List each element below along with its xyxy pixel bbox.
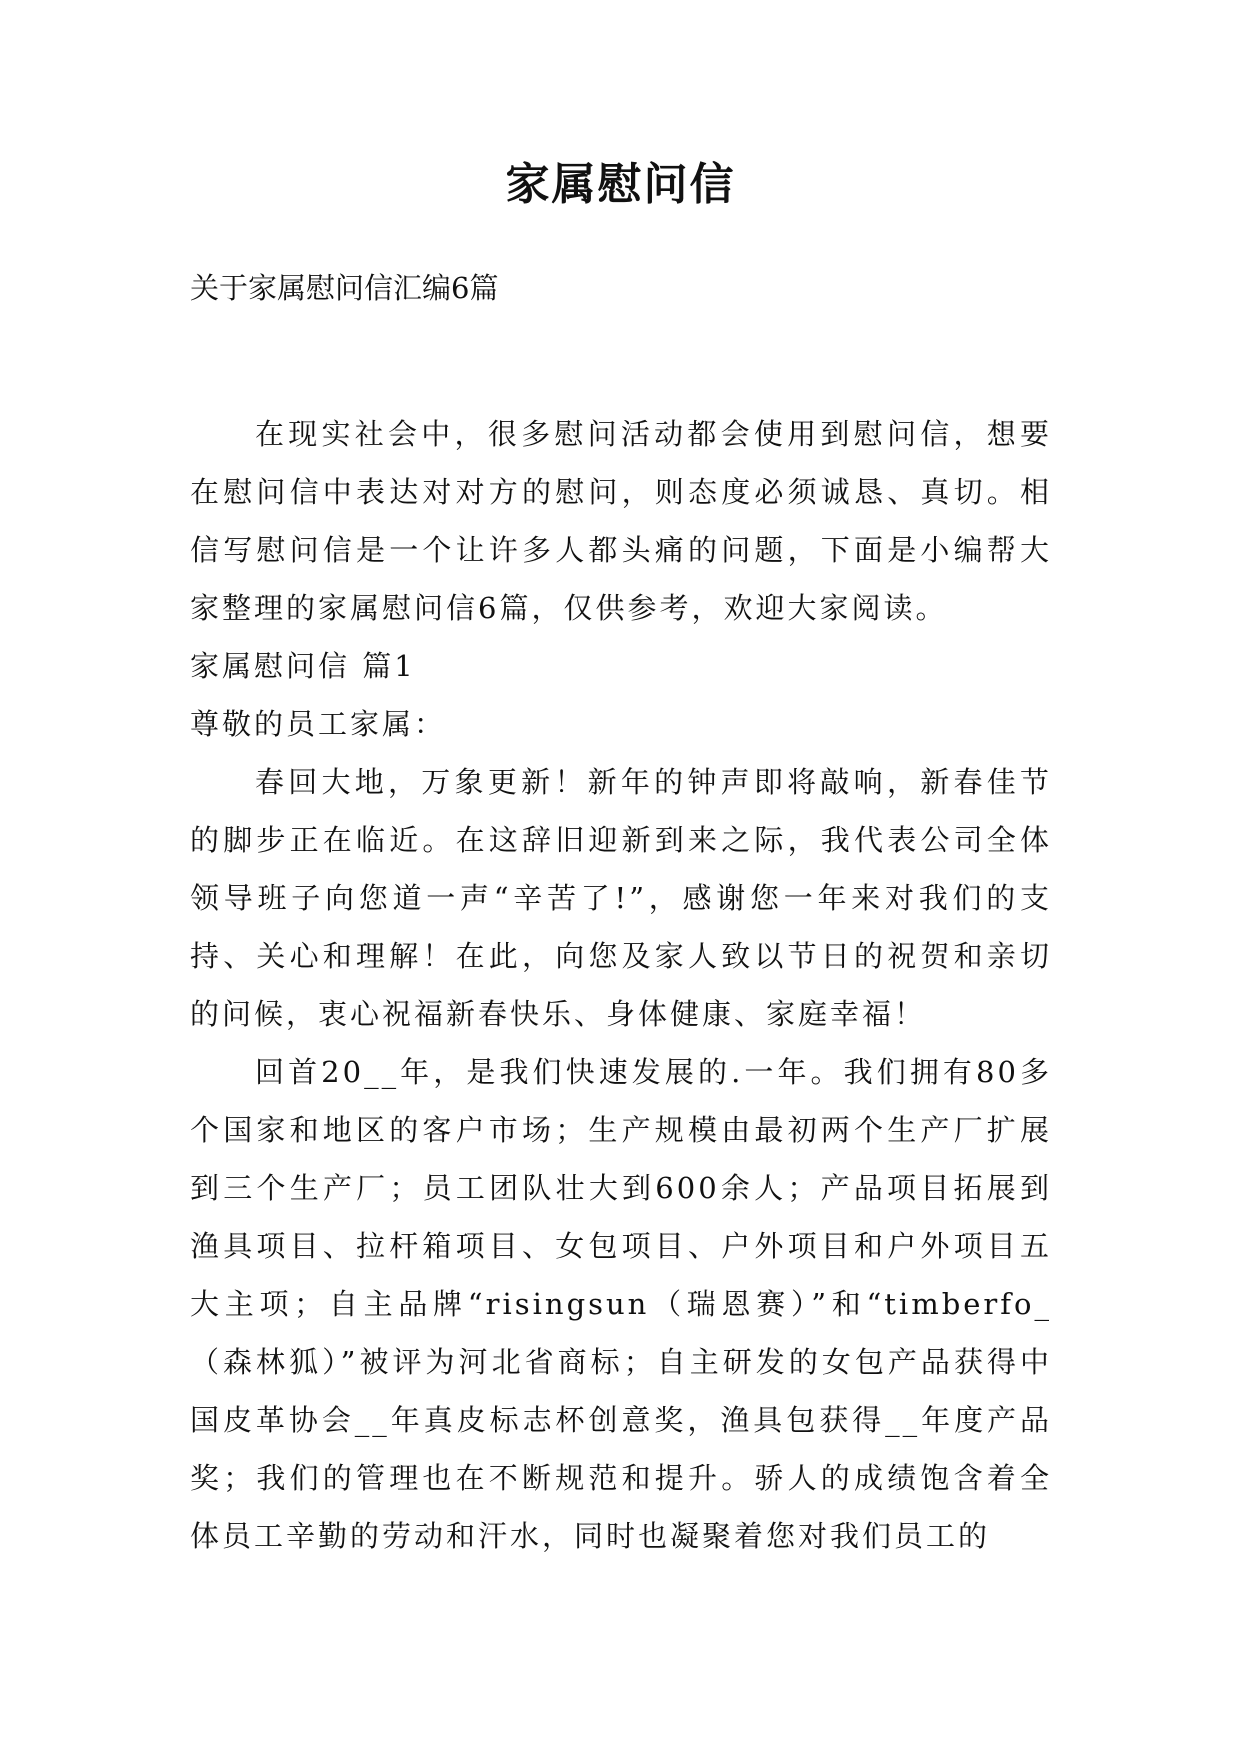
section-heading: 家属慰问信 篇1 (190, 649, 416, 683)
document-subtitle: 关于家属慰问信汇编6篇 (190, 271, 499, 305)
intro-paragraph: 在现实社会中，很多慰问活动都会使用到慰问信，想要在慰问信中表达对对方的慰问，则态度必须诚恳、真切。相信写慰问信是一个让许多人都头痛的问题，下面是小编帮大家整理的家属慰问信6篇，仅供参考，欢迎大家阅读。 (190, 417, 1052, 625)
salutation: 尊敬的员工家属： (190, 707, 447, 741)
letter-paragraph-2: 回首20__年，是我们快速发展的.一年。我们拥有80多个国家和地区的客户市场；生产规模由最初两个生产厂扩展到三个生产厂；员工团队壮大到600余人；产品项目拓展到渔具项目、拉杆箱项目、女包项目、户外项目和户外项目五大主项；自主品牌“risingsun（瑞恩赛）”和“timberfo_（森林狐）”被评为河北省商标；自主研发的女包产品获得中国皮革协会__年真皮标志杯创意奖，渔具包获得__年度产品奖；我们的管理也在不断规范和提升。骄人的成绩饱含着全体员工辛勤的劳动和汗水，同时也凝聚着您对我们员工的 (190, 1055, 1052, 1553)
letter-paragraph-1: 春回大地，万象更新！新年的钟声即将敲响，新春佳节的脚步正在临近。在这辞旧迎新到来之际，我代表公司全体领导班子向您道一声“辛苦了!”，感谢您一年来对我们的支持、关心和理解！在此，向您及家人致以节日的祝贺和亲切的问候，衷心祝福新春快乐、身体健康、家庭幸福！ (190, 765, 1052, 1031)
document-title: 家属慰问信 (505, 159, 736, 210)
document-body (190, 405, 1052, 1565)
